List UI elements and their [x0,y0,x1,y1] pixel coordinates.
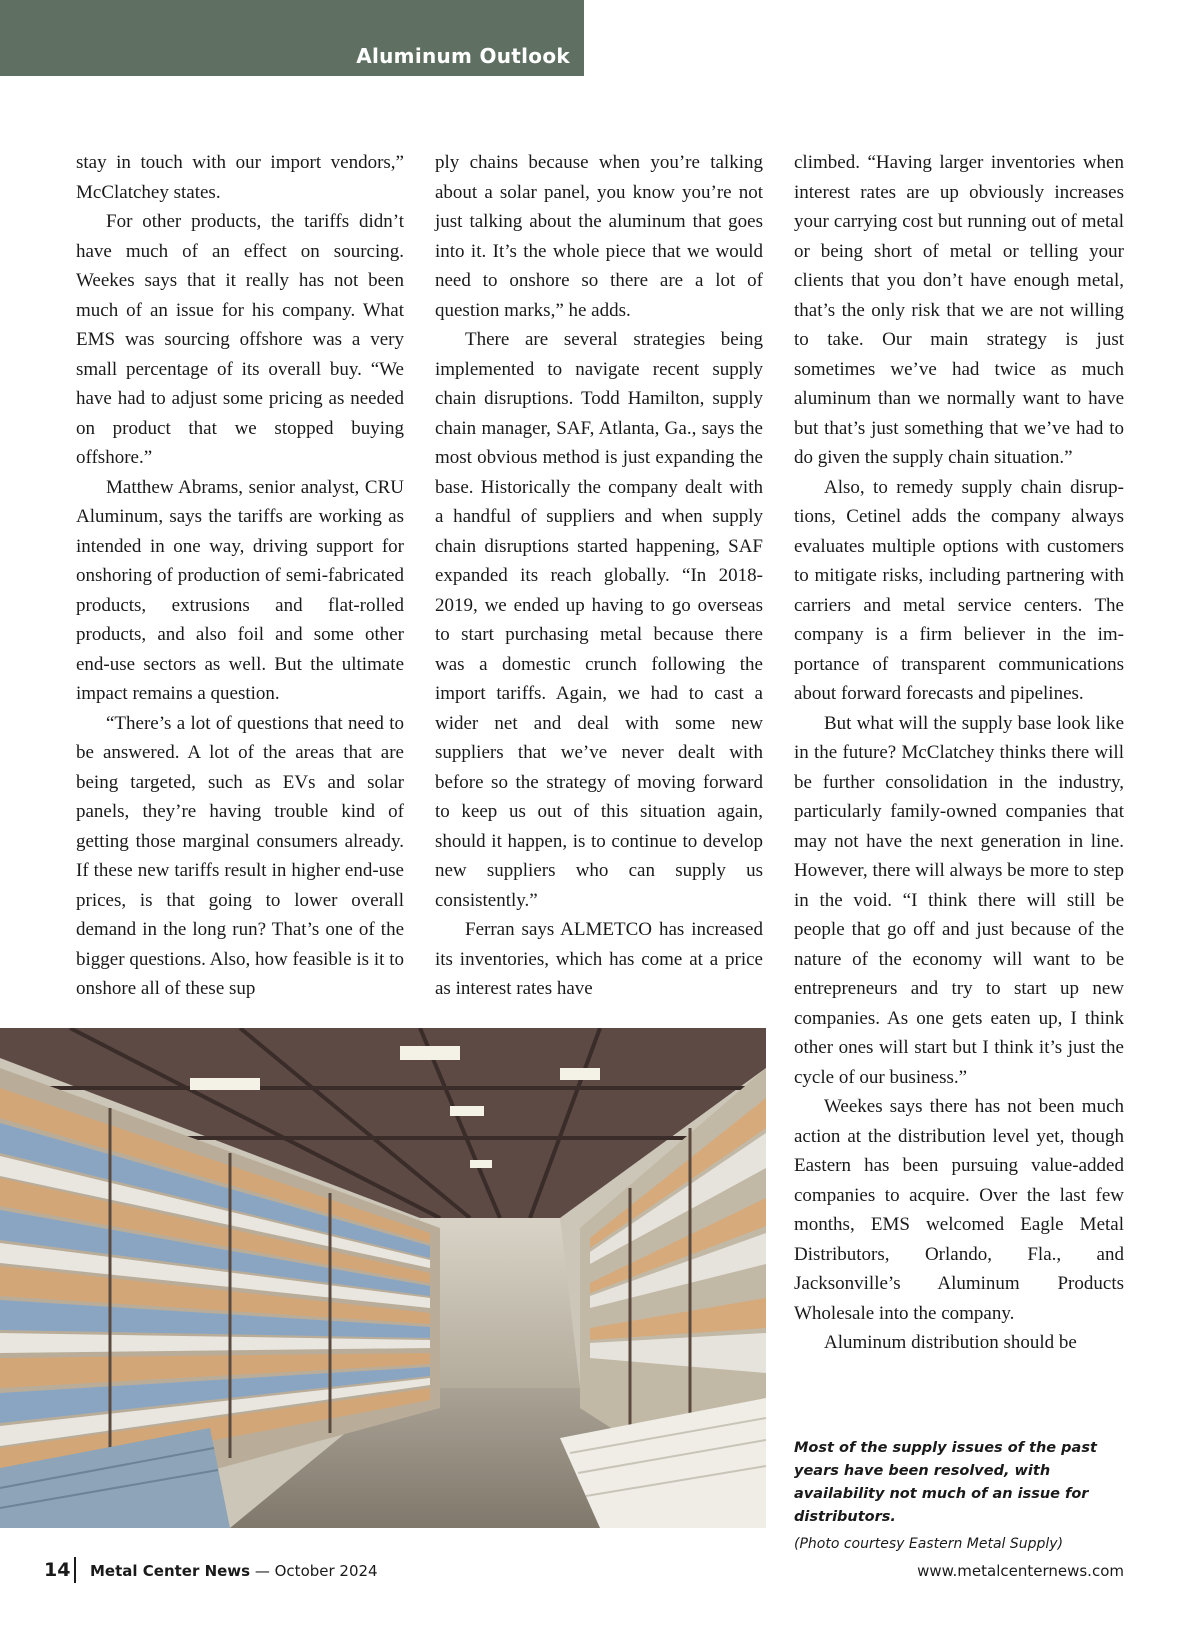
paragraph: “There’s a lot of questions that need to be answered. A lot of the areas that are being targeted, such as EVs and solar panels, they’re having trouble kind of getting those marginal consumers already. If these new tariffs result in higher end-use prices, is that going to lower overall demand in the long run? That’s one of the bigger questions. Also, how feasible is it to onshore all of these sup [76,712,404,999]
paragraph: Aluminum distribution should be [824,1332,1077,1353]
article-column-2 [435,148,763,1004]
photo-caption [794,1437,1124,1556]
publication-line [90,1562,378,1580]
website-url: www.metalcenternews.com [917,1562,1124,1580]
article-column-3 [794,148,1124,1358]
photo-credit: (Photo courtesy Eastern Metal Supply) [794,1536,1064,1552]
issue-date: — October 2024 [250,1562,378,1580]
warehouse-photo [0,1028,766,1528]
article-column-1 [76,148,404,1004]
paragraph: For other products, the tariffs didn’t have much of an effect on sourcing. Weekes says that it really has not been much of an issue for his company. What EMS was sourcing offshore was a very small percentage of its overall buy. “We have had to adjust some pricing as needed on product that we stopped buying offshore.” [76,211,404,468]
caption-text: Most of the supply issues of the past years have been resolved, with availability not much of an issue for distributors. [794,1440,1097,1525]
paragraph: There are several strategies being implemented to navigate recent supply chain disruptions. Todd Hamilton, supply chain manager, SAF, Atlanta, Ga., says the most obvious method is just expanding the base. Historically the company dealt with a handful of suppliers and when supply chain disruptions started happening, SAF expanded its reach globally. “In 2018-2019, we ended up having to go overseas to start purchasing metal because there was a domestic crunch following the import tariffs. Again, we had to cast a wider net and deal with some new suppliers that we’ve never dealt with before so the strategy of moving forward to keep us out of this situation again, should it happen, is to continue to develop new suppliers who can supply us consistently.” [435,329,763,911]
paragraph: Ferran says ALMETCO has increased its inventories, which has come at a price as interest rates have [435,919,763,999]
section-header-bar [0,0,584,76]
paragraph: Matthew Abrams, senior analyst, CRU Aluminum, says the tariffs are working as intended in one way, driving support for onshoring of production of semi-fabricated products, extrusions and flat-rolled products, and also foil and some other end-use sectors as well. But the ultimate impact remains a question. [76,476,404,704]
paragraph: But what will the supply base look like in the future? McClatchey thinks there will be further consolidation in the industry, particularly family-owned companies that may not have the next generation in line. However, there will always be more to step in the void. “I think there will still be people that go off and just because of the nature of the economy will want to be entrepreneurs and try to start up new companies. As one gets eaten up, I think other ones will start but I think it’s just the cycle of our business.” [794,712,1124,1088]
page-number: 14 [44,1559,71,1581]
footer-divider [74,1557,76,1583]
warehouse-illustration [0,1028,766,1528]
publication-name: Metal Center News [90,1562,251,1580]
paragraph: ply chains because when you’re talking about a solar panel, you know you’re not just talking about the aluminum that goes into it. It’s the whole piece that we would need to onshore so there are a lot of question marks,” he adds. [435,152,763,321]
paragraph: stay in touch with our import vendors,” McClatchey states. [76,152,404,203]
section-title: Aluminum Outlook [356,44,570,68]
paragraph: climbed. “Having larger inventories when interest rates are up obviously increases your carrying cost but running out of metal or being short of metal or telling your clients that you don’t have enough metal, that’s the only risk that we are not willing to take. Our main strategy is just sometimes we’ve had twice as much aluminum than we normally want to have but that’s just something that we’ve had to do given the supply chain situation.” [794,152,1124,468]
page-footer [44,1557,1124,1587]
paragraph: Also, to remedy supply chain disruptions, Cetinel adds the company always evaluates multiple options with customers to mitigate risks, including partnering with carriers and metal service centers. The company is a firm believer in the importance of transparent communications about forward forecasts and pipelines. [794,476,1124,704]
paragraph: Weekes says there has not been much action at the distribution level yet, though Eastern has been pursuing value-added companies to acquire. Over the last few months, EMS welcomed Eagle Metal Distributors, Orlando, Fla., and Jacksonville’s Aluminum Products Wholesale into the company. [794,1096,1124,1324]
